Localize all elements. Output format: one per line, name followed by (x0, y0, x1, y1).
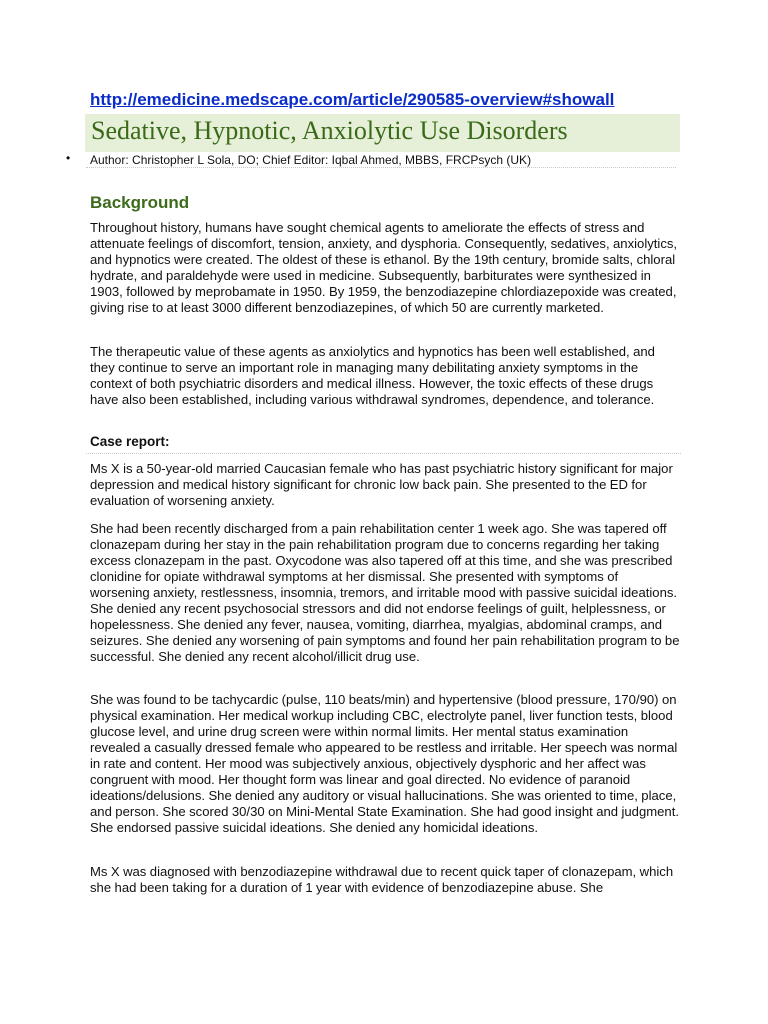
case-report-label: Case report: (90, 434, 170, 449)
paragraph: She had been recently discharged from a pain rehabilitation center 1 week ago. She was tapered off clonazepam during her stay in the pain rehabilitation program due to concerns regarding her taking excess clonazepam in the past. Oxycodone was also tapered off at this time, and she was prescribed clonidine for opiate withdrawal symptoms at her dismissal. She presented with symptoms of worsening anxiety, restlessness, insomnia, tremors, and irritable mood with passive suicidal ideations. She denied any recent psychosocial stressors and did not endorse feelings of guilt, helplessness, or hopelessness. She denied any fever, nausea, vomiting, diarrhea, myalgias, abdominal cramps, and seizures. She denied any worsening of pain symptoms and found her pain rehabilitation program to be successful. She denied any recent alcohol/illicit drug use. (90, 521, 680, 664)
paragraph: Ms X is a 50-year-old married Caucasian female who has past psychiatric history significant for major depression and medical history significant for chronic low back pain. She presented to the ED for evaluation of worsening anxiety. (90, 461, 673, 508)
paragraph: The therapeutic value of these agents as anxiolytics and hypnotics has been well established, and they continue to serve an important role in managing many debilitating anxiety symptoms in the context of both psychiatric disorders and medical illness. However, the toxic effects of these drugs have also been established, including various withdrawal syndromes, dependence, and tolerance. (90, 344, 655, 407)
page-title: Sedative, Hypnotic, Anxiolytic Use Disorders (91, 116, 568, 145)
divider (86, 167, 676, 168)
paragraph: She was found to be tachycardic (pulse, 110 beats/min) and hypertensive (blood pressure, 170/90) on physical examination. Her medical workup including CBC, electrolyte panel, liver function tests, blood glucose level, and urine drug screen were within normal limits. Her mental status examination revealed a casually dressed female who appeared to be restless and irritable. Her speech was normal in rate and content. Her mood was subjectively anxious, objectively dysphoric and her affect was congruent with mood. Her thought form was linear and goal directed. No evidence of paranoid ideations/delusions. She denied any auditory or visual hallucinations. She was oriented to time, place, and person. She scored 30/30 on Mini-Mental State Examination. She had good insight and judgment. She endorsed passive suicidal ideations. She denied any homicidal ideations. (90, 692, 679, 835)
bullet-icon: • (66, 151, 71, 165)
paragraph: Ms X was diagnosed with benzodiazepine withdrawal due to recent quick taper of clonazepam, which she had been taking for a duration of 1 year with evidence of benzodiazepine abuse. She (90, 864, 674, 895)
source-url-link[interactable]: http://emedicine.medscape.com/article/290585-overview#showall (90, 90, 615, 109)
author-text: Author: Christopher L Sola, DO; Chief Editor: Iqbal Ahmed, MBBS, FRCPsych (UK) (90, 153, 532, 167)
divider (86, 453, 681, 454)
paragraph: Throughout history, humans have sought chemical agents to ameliorate the effects of stress and attenuate feelings of discomfort, tension, anxiety, and dysphoria. Consequently, sedatives, anxiolytics, and hypnotics were created. The oldest of these is ethanol. By the 19th century, bromide salts, chloral hydrate, and paraldehyde were used in medicine. Subsequently, barbiturates were synthesized in 1903, followed by meprobamate in 1950. By 1959, the benzodiazepine chlordiazepoxide was created, giving rise to at least 3000 different benzodiazepines, of which 50 are currently marketed. (90, 220, 678, 315)
section-heading-background: Background (90, 193, 190, 212)
